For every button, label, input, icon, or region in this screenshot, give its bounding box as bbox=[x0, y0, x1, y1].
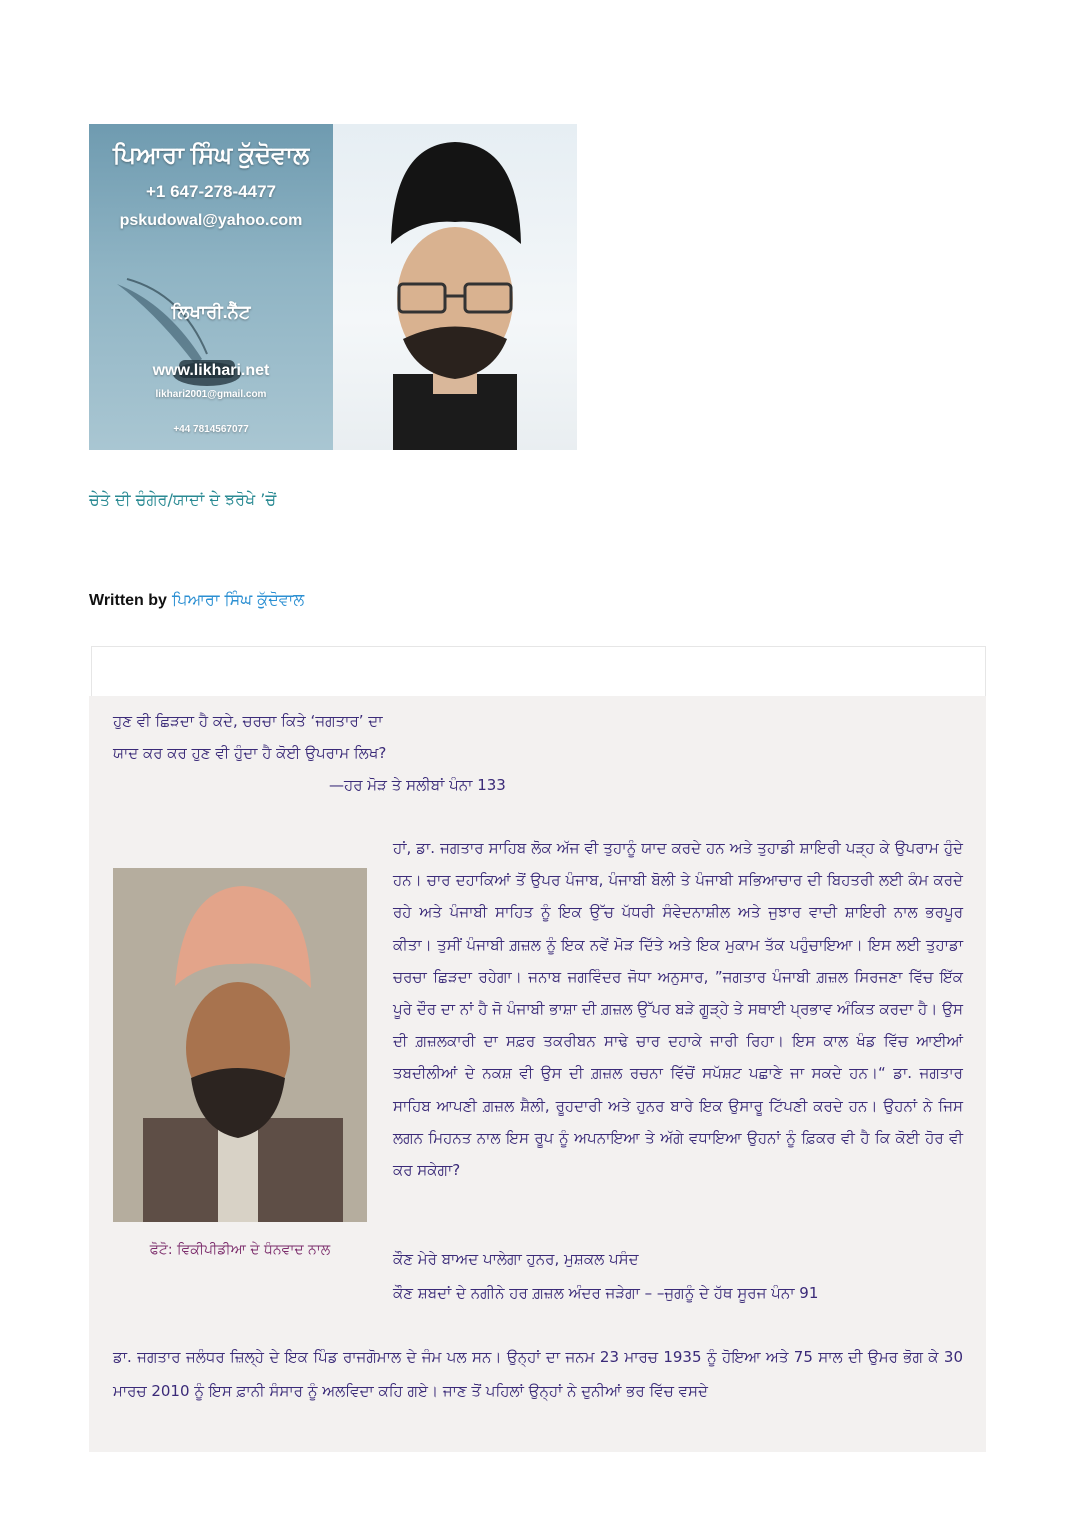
author-portrait bbox=[333, 124, 577, 450]
author-link[interactable]: ਪਿਆਰਾ ਸਿੰਘ ਕੁੱਦੋਵਾਲ bbox=[172, 590, 305, 609]
poem-source: —ਹਰ ਮੋੜ ਤੇ ਸਲੀਬਾਂ ਪੰਨਾ 133 bbox=[329, 776, 506, 794]
banner-site: www.likhari.net bbox=[152, 362, 270, 379]
poem-line-1: ਹੁਣ ਵੀ ਛਿੜਦਾ ਹੈ ਕਦੇ, ਚਰਚਾ ਕਿਤੇ ‘ਜਗਤਾਰ’ ਦਾ bbox=[113, 712, 383, 730]
poem-line-2: ਯਾਦ ਕਰ ਕਰ ਹੁਣ ਵੀ ਹੁੰਦਾ ਹੈ ਕੋਈ ਉਪਰਾਮ ਲਿਖ? bbox=[113, 744, 387, 762]
photo-caption: ਫੋਟੋ: ਵਿਕੀਪੀਡੀਆ ਦੇ ਧੰਨਵਾਦ ਨਾਲ bbox=[149, 1242, 331, 1258]
byline bbox=[89, 590, 304, 610]
verse-line-1: ਕੌਣ ਮੇਰੇ ਬਾਅਦ ਪਾਲੇਗਾ ਹੁਨਰ, ਮੁਸ਼ਕਲ ਪਸੰਦ bbox=[393, 1250, 639, 1268]
author-portrait-drawing bbox=[333, 124, 577, 450]
author-banner-image bbox=[89, 124, 577, 450]
article-header-strip bbox=[91, 646, 986, 697]
banner-email: pskudowal@yahoo.com bbox=[119, 212, 303, 229]
banner-site-email: likhari2001@gmail.com bbox=[155, 389, 267, 400]
article-paragraph: ਹਾਂ, ਡਾ. ਜਗਤਾਰ ਸਾਹਿਬ ਲੋਕ ਅੱਜ ਵੀ ਤੁਹਾਨੂੰ ਯਾਦ ਕਰਦੇ ਹਨ ਅਤੇ ਤੁਹਾਡੀ ਸ਼ਾਇਰੀ ਪੜ੍ਹ ਕੇ ਉਪਰਾਮ ਹੁੰਦੇ ਹਨ। ਚਾਰ ਦਹਾਕਿਆਂ ਤੋਂ ਉਪਰ ਪੰਜਾਬ, ਪੰਜਾਬੀ ਬੋਲੀ ਤੇ ਪੰਜਾਬੀ ਸਭਿਆਚਾਰ ਦੀ ਬਿਹਤਰੀ ਲਈ ਕੰਮ ਕਰਦੇ ਰਹੇ ਅਤੇ ਪੰਜਾਬੀ ਸਾਹਿਤ ਨੂੰ ਇਕ ਉੱਚ ਪੱਧਰੀ ਸੰਵੇਦਨਾਸ਼ੀਲ ਅਤੇ ਜੁਝਾਰ ਵਾਦੀ ਸ਼ਾਇਰੀ ਨਾਲ ਭਰਪੂਰ ਕੀਤਾ। ਤੁਸੀਂ ਪੰਜਾਬੀ ਗ਼ਜ਼ਲ ਨੂੰ ਇਕ ਨਵੇਂ ਮੋੜ ਦਿੱਤੇ ਅਤੇ ਇਕ ਮੁਕਾਮ ਤੱਕ ਪਹੁੰਚਾਇਆ। ਇਸ ਲਈ ਤੁਹਾਡਾ ਚਰਚਾ ਛਿੜਦਾ ਰਹੇਗਾ। ਜਨਾਬ ਜਗਵਿੰਦਰ ਜੋਧਾ ਅਨੁਸਾਰ, ”ਜਗਤਾਰ ਪੰਜਾਬੀ ਗ਼ਜ਼ਲ ਸਿਰਜਣਾ ਵਿੱਚ ਇੱਕ ਪੂਰੇ ਦੌਰ ਦਾ ਨਾਂ ਹੈ ਜੋ ਪੰਜਾਬੀ ਭਾਸ਼ਾ ਦੀ ਗ਼ਜ਼ਲ ਉੱਪਰ ਬੜੇ ਗੂੜ੍ਹੇ ਤੇ ਸਥਾਈ ਪ੍ਰਭਾਵ ਅੰਕਿਤ ਕਰਦਾ ਹੈ। ਉਸ ਦੀ ਗ਼ਜ਼ਲਕਾਰੀ ਦਾ ਸਫ਼ਰ ਤਕਰੀਬਨ ਸਾਢੇ ਚਾਰ ਦਹਾਕੇ ਜਾਰੀ ਰਿਹਾ। ਇਸ ਕਾਲ ਖੰਡ ਵਿੱਚ ਆਈਆਂ ਤਬਦੀਲੀਆਂ ਦੇ ਨਕਸ਼ ਵੀ ਉਸ ਦੀ ਗ਼ਜ਼ਲ ਰਚਨਾ ਵਿੱਚੋਂ ਸਪੱਸ਼ਟ ਪਛਾਣੇ ਜਾ ਸਕਦੇ ਹਨ।“ ਡਾ. ਜਗਤਾਰ ਸਾਹਿਬ ਆਪਣੀ ਗ਼ਜ਼ਲ ਸ਼ੈਲੀ, ਰੂਹਦਾਰੀ ਅਤੇ ਹੁਨਰ ਬਾਰੇ ਇਕ ਉਸਾਰੂ ਟਿੱਪਣੀ ਕਰਦੇ ਹਨ। ਉਹਨਾਂ ਨੇ ਜਿਸ ਲਗਨ ਮਿਹਨਤ ਨਾਲ ਇਸ ਰੂਪ ਨੂੰ ਅਪਨਾਇਆ ਤੇ ਅੱਗੇ ਵਧਾਇਆ ਉਹਨਾਂ ਨੂੰ ਫ਼ਿਕਰ ਵੀ ਹੈ ਕਿ ਕੋਈ ਹੋਰ ਵੀ ਕਰ ਸਕੇਗਾ? bbox=[393, 839, 963, 1180]
jagtar-photo-drawing bbox=[113, 868, 367, 1222]
jagtar-photo bbox=[113, 868, 367, 1222]
written-by-label: Written by bbox=[89, 592, 167, 609]
section-subtitle: ਚੇਤੇ ਦੀ ਚੰਗੇਰ/ਯਾਦਾਂ ਦੇ ਝਰੋਖੇ ’ਚੋਂ bbox=[89, 490, 277, 509]
banner-phone: +1 647-278-4477 bbox=[146, 182, 276, 201]
banner-site-phone: +44 7814567077 bbox=[173, 424, 249, 435]
banner-contact-panel bbox=[89, 124, 333, 450]
banner-site-punjabi: ਲਿਖਾਰੀ.ਨੈੱਟ bbox=[171, 302, 251, 322]
article-paragraph-2: ਡਾ. ਜਗਤਾਰ ਜਲੰਧਰ ਜ਼ਿਲ੍ਹੇ ਦੇ ਇਕ ਪਿੰਡ ਰਾਜਗੋਮਾਲ ਦੇ ਜੰਮ ਪਲ ਸਨ। ਉਨ੍ਹਾਂ ਦਾ ਜਨਮ 23 ਮਾਰਚ 1935 ਨੂੰ ਹੋਇਆ ਅਤੇ 75 ਸਾਲ ਦੀ ਉਮਰ ਭੋਗ ਕੇ 30 ਮਾਰਚ 2010 ਨੂੰ ਇਸ ਫ਼ਾਨੀ ਸੰਸਾਰ ਨੂੰ ਅਲਵਿਦਾ ਕਹਿ ਗਏ। ਜਾਣ ਤੋਂ ਪਹਿਲਾਂ ਉਨ੍ਹਾਂ ਨੇ ਦੁਨੀਆਂ ਭਰ ਵਿੱਚ ਵਸਦੇ bbox=[113, 1348, 963, 1400]
article-body bbox=[89, 696, 986, 1452]
verse-line-2: ਕੌਣ ਸ਼ਬਦਾਂ ਦੇ ਨਗੀਨੇ ਹਰ ਗ਼ਜ਼ਲ ਅੰਦਰ ਜੜੇਗਾ – –ਜੁਗਨੂੰ ਦੇ ਹੱਥ ਸੂਰਜ ਪੰਨਾ 91 bbox=[393, 1284, 819, 1302]
banner-name: ਪਿਆਰਾ ਸਿੰਘ ਕੁੱਦੋਵਾਲ bbox=[112, 142, 310, 169]
